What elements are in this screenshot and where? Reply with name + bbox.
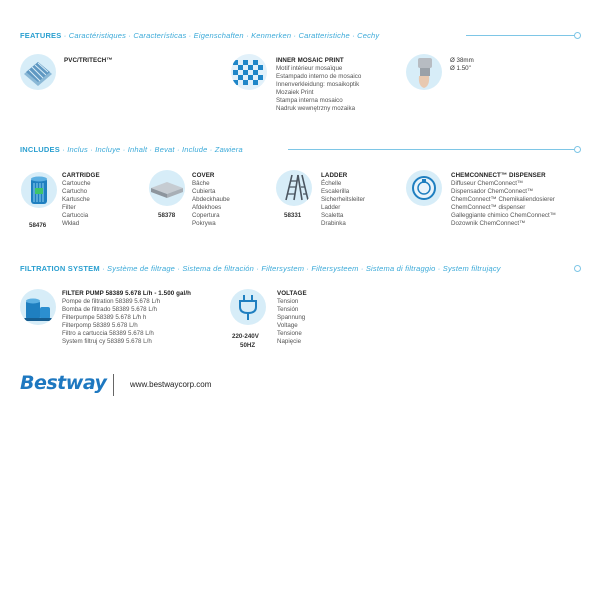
connector-size-inch: Ø 1.50" — [450, 65, 471, 73]
cartridge-icon — [21, 172, 57, 208]
cartridge-title: CARTRIDGE — [62, 172, 100, 179]
voltage-line: Tensión — [277, 306, 299, 314]
cartridge-line: Kartusche — [62, 196, 90, 204]
ladder-line: Ladder — [321, 204, 341, 212]
ladder-line: Sicherheitsleiter — [321, 196, 366, 204]
includes-heading-bold: INCLUDES — [20, 145, 60, 154]
ladder-title: LADDER — [321, 172, 348, 179]
cartridge-block — [62, 172, 100, 229]
inner-mosaic-print-block — [276, 57, 361, 114]
filter-pump-line: Filterpomp 58389 5.678 L/h — [62, 322, 138, 330]
features-rule-dot — [574, 32, 581, 39]
features-rule — [466, 35, 576, 36]
cartridge-code: 58476 — [29, 222, 47, 229]
filtration-rule-dot — [574, 265, 581, 272]
pvc-tritech-icon — [20, 54, 56, 90]
cover-code: 58378 — [158, 212, 176, 219]
ladder-line: Scaletta — [321, 212, 344, 220]
cover-title: COVER — [192, 172, 215, 179]
ladder-line: Échelle — [321, 180, 342, 187]
frequency-value: 50HZ — [240, 342, 256, 349]
chemconnect-line: Diffuseur ChemConnect™ — [451, 180, 524, 187]
cartridge-line: Wkład — [62, 220, 80, 228]
filter-pump-line: Bomba de filtrado 58389 5.678 L/h — [62, 306, 157, 314]
filter-pump-block — [62, 290, 191, 347]
power-plug-icon — [230, 289, 266, 325]
cartridge-line: Cartucho — [62, 188, 88, 196]
filter-pump-line: Filtro a cartuccia 58389 5.678 L/h — [62, 330, 154, 338]
ladder-code: 58331 — [284, 212, 302, 219]
cover-icon — [149, 170, 185, 206]
voltage-title: VOLTAGE — [277, 290, 307, 297]
chemconnect-title: CHEMCONNECT™ DISPENSER — [451, 172, 546, 179]
features-heading-translations: · Caractéristiques · Características · Eigenschaften · Kenmerken · Caratteristiche · Cechy — [61, 31, 380, 40]
filter-pump-title: FILTER PUMP 58389 5.678 L/h - 1.500 gal/h — [62, 290, 192, 297]
hose-connector-icon — [406, 54, 442, 90]
includes-rule — [288, 149, 576, 150]
cover-block — [192, 172, 230, 229]
ladder-line: Escalerilla — [321, 188, 350, 196]
inner-mosaic-print-title: INNER MOSAIC PRINT — [276, 57, 344, 64]
filter-pump-line: System filtruj cy 58389 5.678 L/h — [62, 338, 152, 346]
chemconnect-line: Dozownik ChemConnect™ — [451, 220, 526, 228]
inner-mosaic-line: Nadruk wewnętrzny mozaika — [276, 105, 356, 113]
voltage-line: Tension — [277, 298, 299, 305]
inner-mosaic-line: Innenverkleidung: mosaikoptik — [276, 81, 360, 89]
filtration-heading — [20, 264, 501, 273]
chemconnect-line: Dispensador ChemConnect™ — [451, 188, 534, 196]
cover-line: Cubierta — [192, 188, 216, 196]
inner-mosaic-print-icon — [231, 54, 267, 90]
cover-line: Copertura — [192, 212, 220, 220]
inner-mosaic-line: Motif intérieur mosaïque — [276, 65, 343, 72]
voltage-line: Tensione — [277, 330, 302, 338]
filtration-heading-bold: FILTRATION SYSTEM — [20, 264, 100, 273]
filter-pump-line: Filterpumpe 58389 5.678 L/h h — [62, 314, 147, 322]
voltage-line: Voltage — [277, 322, 298, 330]
chemconnect-line: ChemConnect™ Chemikaliendosierer — [451, 196, 555, 204]
ladder-icon — [276, 170, 312, 206]
includes-rule-dot — [574, 146, 581, 153]
cover-line: Bâche — [192, 180, 210, 187]
includes-heading — [20, 145, 243, 154]
voltage-value: 220-240V — [232, 333, 259, 340]
footer-divider — [113, 374, 114, 396]
inner-mosaic-line: Mozaiek Print — [276, 89, 314, 97]
connector-size-mm: Ø 38mm — [450, 57, 474, 64]
cartridge-line: Cartuccia — [62, 212, 89, 220]
cover-line: Abdeckhaube — [192, 196, 230, 204]
voltage-line: Spannung — [277, 314, 306, 322]
includes-heading-translations: · Inclus · Incluye · Inhalt · Bevat · Include · Zawiera — [59, 145, 243, 154]
voltage-block — [277, 290, 307, 347]
chemconnect-dispenser-icon — [406, 170, 442, 206]
chemconnect-line: Galleggiante chimico ChemConnect™ — [451, 212, 556, 220]
cartridge-line: Filter — [62, 204, 76, 212]
filtration-heading-translations: · Système de filtrage · Sistema de filtración · Filtersystem · Filtersysteem · Sistema di filtraggio · System filtrujący — [99, 264, 501, 273]
filter-pump-icon — [20, 289, 56, 325]
connector-size-block — [450, 57, 474, 73]
cover-line: Pokrywa — [192, 220, 216, 228]
inner-mosaic-line: Estampado interno de mosaico — [276, 73, 362, 81]
cover-line: Afdekhoes — [192, 204, 222, 212]
ladder-line: Drabinka — [321, 220, 346, 228]
website-link[interactable]: www.bestwaycorp.com — [130, 380, 212, 389]
features-heading-bold: FEATURES — [20, 31, 62, 40]
filter-pump-line: Pompe de filtration 58389 5.678 L/h — [62, 298, 161, 305]
cartridge-line: Cartouche — [62, 180, 91, 187]
bestway-logo: Bestway — [20, 372, 107, 394]
ladder-block — [321, 172, 365, 229]
features-heading — [20, 31, 379, 40]
pvc-tritech-title: PVC/TRITECH™ — [64, 57, 113, 64]
voltage-line: Napięcie — [277, 338, 302, 346]
chemconnect-block — [451, 172, 556, 229]
chemconnect-line: ChemConnect™ dispenser — [451, 204, 526, 212]
inner-mosaic-line: Stampa interna mosaico — [276, 97, 343, 105]
